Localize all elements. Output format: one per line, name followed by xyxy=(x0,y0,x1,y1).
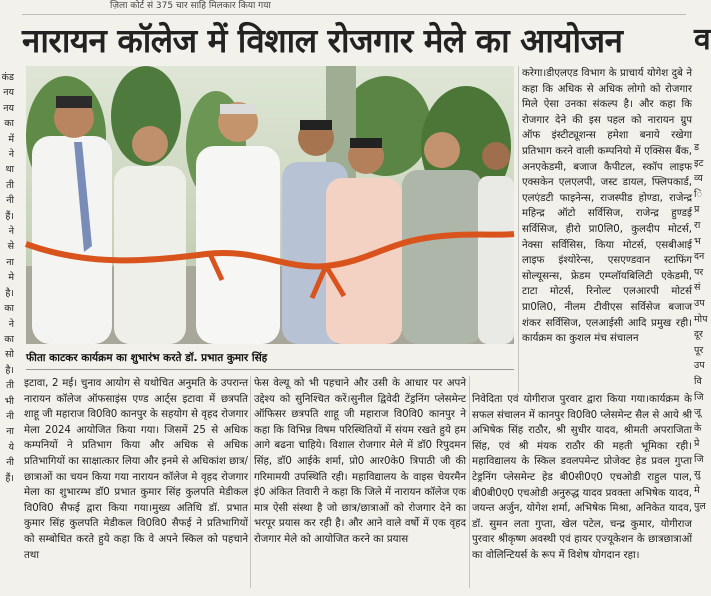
left-margin-fragment: ने xyxy=(8,149,14,161)
article-column-3-continued: निवेदिता एवं योगीराज पुरवार द्वारा किया गया।कार्यक्रम के सफल संचालन में कानपुर वि0वि0 प्लेसमेन्ट सैल से आये श्री अभिषेक सिंह राठौर, श्री सुधीर यादव, श्रीमती अपराजिता सिंह, एवं श्री मंयक राठौर की महती भूमिका रही।महाविद्यालय के स्किल डवलपमेन्ट प्रोजेक्ट हेड प्रवल गुप्ता टेड्रनिंग प्लेसमेन्ट हेड बी0सी0ए0 एचओडी राहुल पाल, बी0बी0ए0 एचओडी अनुरुद्ध यादव प्रवक्ता अभिषेक यादव, जयन्त अर्जुन, योगेश शर्मा, अभिषेक मिश्रा, अनिकेत यादव, डॉ. सुमन लता गुप्ता, खेल पटेल, चन्द्र कुमार, योगीराज पुरवार श्रीकृष्ण अवस्थी एवं हायर एज्यूकेशन के छात्रछात्राओं का वोलिन्टियर्स के रूप में विशेष योगदान रहा। xyxy=(472,394,692,561)
left-margin-fragment: नय xyxy=(3,87,14,99)
column-divider xyxy=(518,66,519,392)
right-margin-fragment: मोप xyxy=(694,313,708,325)
left-margin-fragment: नी xyxy=(6,457,14,469)
left-margin-fragment: मे xyxy=(8,272,14,284)
left-margin-column xyxy=(0,70,14,590)
left-margin-fragment: है। xyxy=(5,364,14,376)
right-margin-fragment: सु xyxy=(694,469,701,481)
right-margin-column xyxy=(694,140,708,590)
right-margin-fragment: दूर xyxy=(694,329,703,341)
right-margin-fragment: के xyxy=(694,422,702,434)
right-margin-fragment: उप xyxy=(694,360,705,372)
right-margin-fragment: सं xyxy=(694,282,701,294)
left-margin-fragment: का xyxy=(4,118,14,130)
right-margin-fragment: रा xyxy=(694,219,701,231)
article-column-1: इटावा, 2 मई। चुनाव आयोग से यथोचित अनुमति के उपरान्त नारायन कॉलेज ऑफसाइंस एण्ड आर्ट्स इटावा में छत्रपति शाहू जी महाराज वि0वि0 कानपुर के सहयोग से वृहद रोजगार मेला 2024 आयोजित किया गया। जिसमें 25 से अधिक कम्पनियों ने प्रतिभाग किया और अधिक से अधिक प्रतिभागियों का साक्षात्कार लिया और इनमे से अधिकांश छात्र/छात्राओं का चयन किया गया नारायन कॉलेज मे वृहद रोजगार मेला का शुभारम्भ डॉ0 प्रभात कुमार सिंह कुलपति मेडीकल वि0वि0 सैफई द्वारा किया गया।मुख्य अतिथि डॉ. प्रभात कुमार सिंह कुलपति मेडीकल वि0वि0 सैफई ने प्रतिभागियों को सम्बोधित करते हुये कहा कि वे अपने स्किल को पहचाने तथा xyxy=(24,378,248,561)
photo-caption: फीता काटकर कार्यक्रम का शुभारंभ करते डॉ. प्रभात कुमार सिंह xyxy=(26,346,514,370)
column-divider xyxy=(250,376,251,588)
article-column-2: फेस वेल्यू को भी पहचाने और उसी के आधार पर अपने उद्देश्य को सुनिश्चित करें।सुनील द्विवेदी टेंड्रनिंग प्लेसमेन्ट ऑफिसर छत्रपति शाहू जी महाराज वि0वि0 कानपुर ने कहा कि विभिन्न विषम परिस्थितियों में संयम रखते हुये हम आगे बढना चाहिये। विशाल रोजगार मेले में डॉ0 रिपुदमन सिंह, डॉ0 आईके शर्मा, प्रो0 आर0के0 त्रिपाठी जी की गरिमामयी उपस्थिति रही। महाविद्यालय के वाइस चेयरमैन इं0 अंकित तिवारी ने कहा कि जिले में नारायन कॉलेज एक मात्र ऐसी संस्था है जो छात्र/छात्राओं को रोजगार देने का भरपूर प्रयास कर रही है। और आने वाले वर्षो में एक वृहद रोजगार मेले को आयोजित करने का प्रयास xyxy=(254,378,466,545)
column-divider xyxy=(469,376,470,588)
right-margin-fragment: इट xyxy=(694,157,704,169)
left-margin-fragment: ती xyxy=(6,380,14,392)
left-margin-fragment: भी xyxy=(4,395,14,407)
right-margin-fragment: जू xyxy=(694,407,702,419)
right-margin-fragment: वि xyxy=(694,375,702,387)
headline: नारायन कॉलेज में विशाल रोजगार मेले का आयोजन xyxy=(22,21,623,60)
right-margin-fragment: व्य xyxy=(694,173,703,185)
top-rule xyxy=(22,14,686,15)
left-margin-fragment: नय xyxy=(3,102,14,114)
right-margin-fragment: पुल xyxy=(694,500,706,512)
right-margin-fragment: उप xyxy=(694,297,705,309)
right-margin-fragment: प्रे xyxy=(694,438,700,450)
left-margin-fragment: से xyxy=(7,241,14,253)
article-column-3: करेगा।डीएलएड विभाग के प्राचार्य योगेश दुबे ने कहा कि अधिक से अधिक लोगो को रोजगार मिले ऐसा उनका संकल्प है। और कहा कि रोजगार देने की इस पहल को नारायन ग्रुप ऑफ इंस्टीट्यूशन्स हमेशा बनाये रखेगा प्रतिभाग करने वाली कम्पनियो में एक्सिस बैंक, अनएकेडमी, बजाज कैपीटल, स्कॉप लाइफ एक्सकेन एलएलपी, जस्ट डायल, फ्लिपकार्ड, एलएंडटी फाइनेन्स, राजस्पीड होण्डा, राजेन्द्र महिन्द्र ऑटो सर्विसिज, राजेन्द्र हुण्डई सर्विसिज, हीरो प्रा0लि0, कुलदीप मोटर्स, नेक्सा सर्विसिस, किया मोटर्स, एसबीआई लाइफ इंश्योरेन्स, एसएण्डवान स्टाफिंग सोल्यूसन्स, फ्रेडम एम्प्लॉयबिलिटी एकेडमी, टाटा मोटर्स, रिनोल्ट एलआरपी मोटर्स प्रा0लि0, नीलम टीवीएस सर्विसेज बजाज शंकर सर्विसिज, एलआईसी आदि प्रमुख रही। कार्यक्रम का कुशल मंच संचालन xyxy=(522,68,692,345)
right-margin-fragment: पर xyxy=(694,266,704,278)
left-margin-fragment: ये xyxy=(8,441,14,453)
left-margin-fragment: का xyxy=(4,303,14,315)
left-margin-fragment: ना xyxy=(6,256,14,268)
left-margin-fragment: हैं। xyxy=(5,472,14,484)
left-margin-fragment: ने xyxy=(8,226,14,238)
left-margin-fragment: था xyxy=(5,164,14,176)
right-margin-fragment: पूर xyxy=(694,344,704,356)
left-margin-fragment: सो xyxy=(5,349,14,361)
left-margin-fragment: नी xyxy=(6,195,14,207)
right-margin-fragment: भ xyxy=(694,235,701,247)
right-margin-fragment: जि xyxy=(694,391,704,403)
right-margin-fragment: प्र xyxy=(694,204,700,216)
right-margin-headline-fragment: व xyxy=(694,22,711,57)
top-strip-fragment: ज़िला कोर्ट सं 375 चार साहि मिलकार किया गया xyxy=(110,1,271,11)
left-margin-fragment: ने xyxy=(8,318,14,330)
left-margin-fragment: में xyxy=(8,133,14,145)
right-margin-fragment: ि xyxy=(694,188,703,200)
left-margin-fragment: का xyxy=(4,333,14,345)
right-margin-fragment: जि xyxy=(694,453,704,465)
right-margin-fragment: मे xyxy=(694,485,700,497)
left-margin-fragment: कंड xyxy=(1,72,14,83)
left-margin-fragment: हैं। xyxy=(5,210,14,222)
left-margin-fragment: है। xyxy=(5,287,14,299)
event-photo xyxy=(26,66,514,344)
right-margin-fragment: ड xyxy=(694,142,700,153)
left-margin-fragment: ती xyxy=(6,179,14,191)
left-margin-fragment: नी xyxy=(6,410,14,422)
right-margin-fragment: दन xyxy=(694,251,705,263)
left-margin-fragment: ना xyxy=(6,426,14,438)
